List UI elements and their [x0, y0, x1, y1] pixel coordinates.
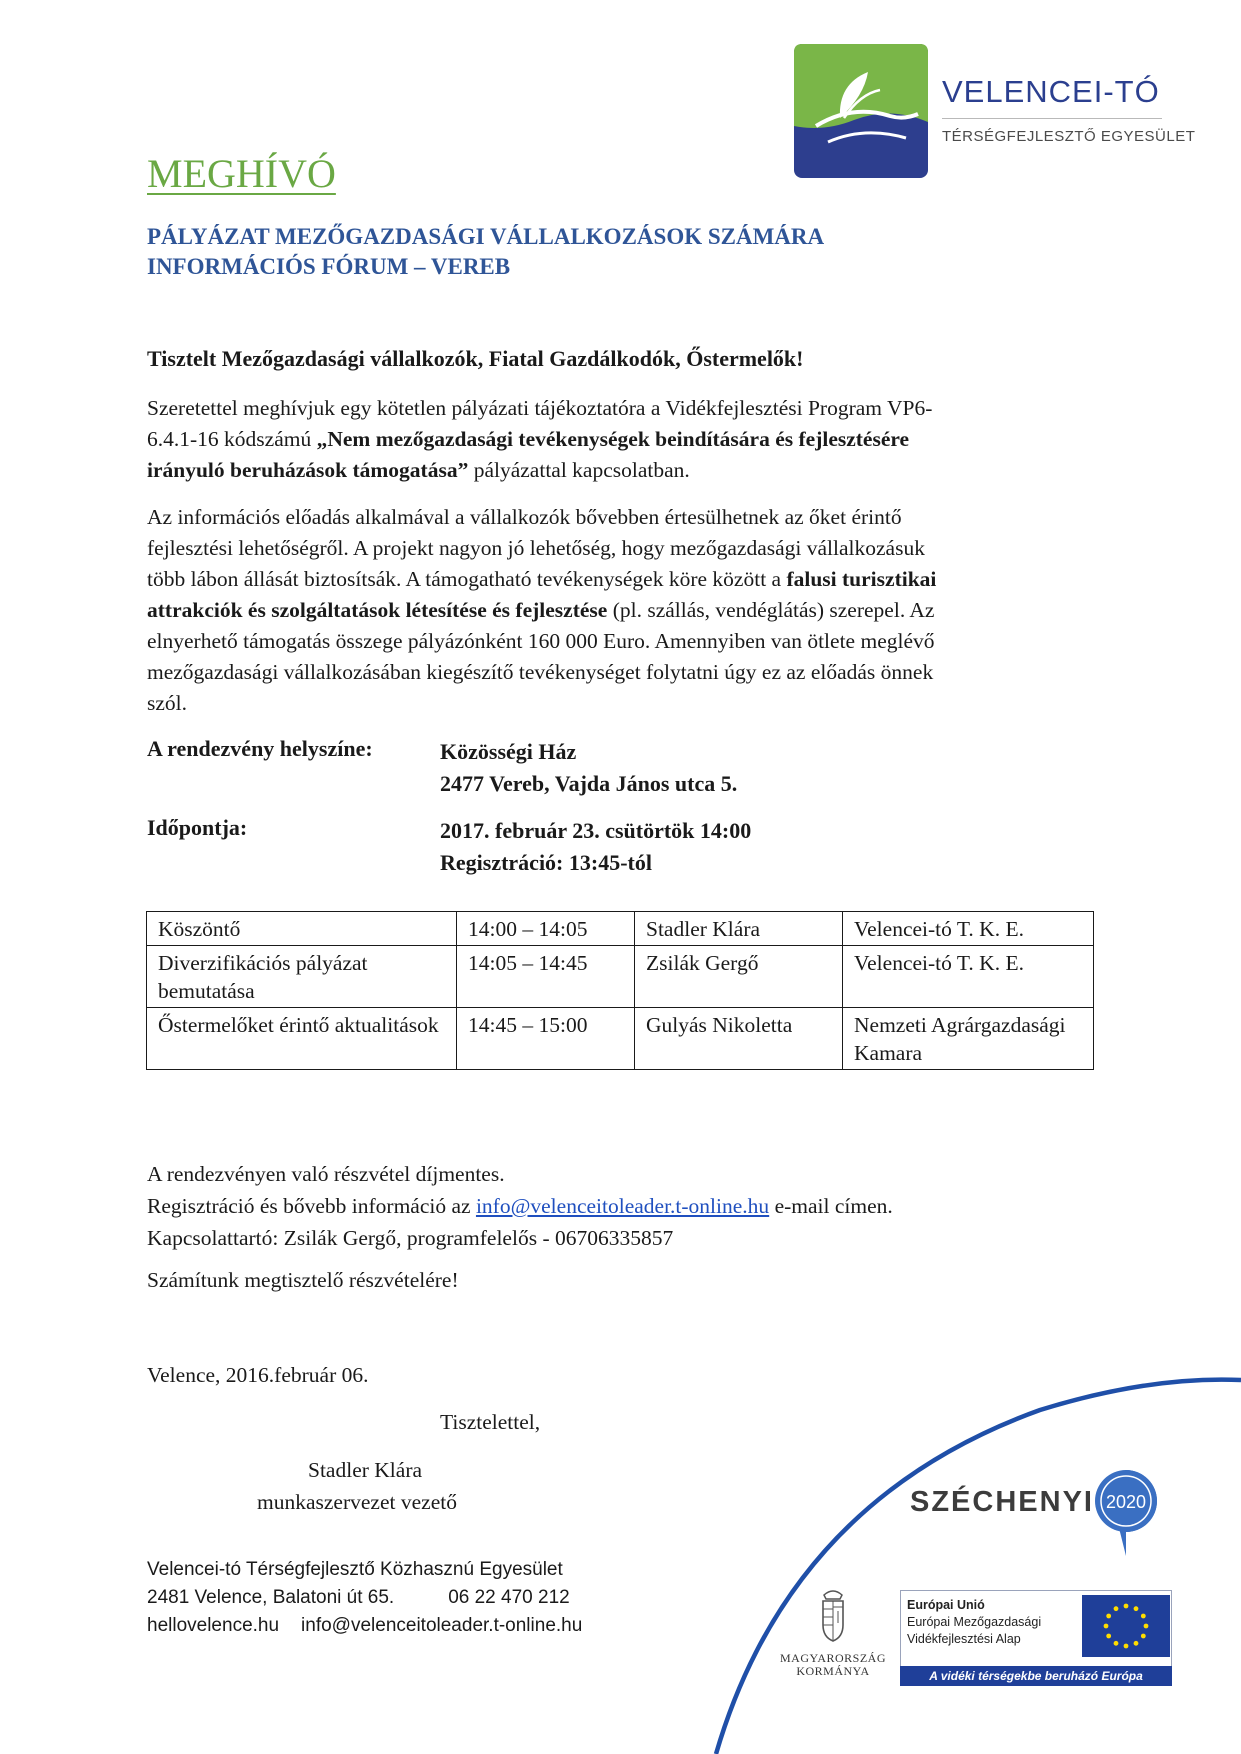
org-cell: Velencei-tó T. K. E.: [843, 946, 1094, 1008]
schedule-table: [146, 911, 1094, 1070]
footer-org-name: Velencei-tó Térségfejlesztő Közhasznú Egyesület: [147, 1559, 563, 1580]
eu-fund-text: [907, 1597, 1041, 1648]
coat-of-arms-icon: [818, 1585, 848, 1643]
time-cell: 14:05 – 14:45: [457, 946, 635, 1008]
velencei-to-logo-icon: [794, 44, 928, 178]
registration-email-link[interactable]: info@velenceitoleader.t-online.hu: [475, 1194, 770, 1218]
footer-address-row: [147, 1584, 582, 1612]
free-entry-note: A rendezvényen való részvétel díjmentes.: [147, 1162, 505, 1186]
text-span: pályázattal kapcsolatban.: [468, 458, 690, 482]
time-cell: 14:00 – 14:05: [457, 912, 635, 946]
subtitle-line-1: PÁLYÁZAT MEZŐGAZDASÁGI VÁLLALKOZÁSOK SZÁMÁRA: [147, 224, 825, 249]
place-date: Velence, 2016.február 06.: [147, 1363, 369, 1387]
text-line: elnyerhető támogatás összege pályázónként 160 000 Euro. Amennyiben van ötlete meglévő: [147, 629, 935, 653]
eu-slogan: A vidéki térségekbe beruházó Európa: [900, 1666, 1172, 1686]
footer-address: 2481 Velence, Balatoni út 65.: [147, 1587, 395, 1608]
time-cell: 14:45 – 15:00: [457, 1008, 635, 1070]
eu-title: Európai Unió: [907, 1598, 985, 1612]
time-label: Időpontja:: [147, 815, 248, 840]
event-date: 2017. február 23. csütörtök 14:00: [440, 818, 752, 843]
eu-line-2: Európai Mezőgazdasági: [907, 1615, 1042, 1629]
venue-address: 2477 Vereb, Vajda János utca 5.: [440, 771, 738, 796]
szechenyi-year: 2020: [1105, 1492, 1147, 1512]
eu-star: [1114, 1606, 1119, 1611]
gov-line-1: MAGYARORSZÁG: [779, 1651, 886, 1665]
eu-star: [1114, 1641, 1119, 1646]
text-line: [147, 424, 1067, 455]
org-cell: Nemzeti Agrárgazdasági Kamara: [843, 1008, 1094, 1070]
text-span: Regisztráció és bővebb információ az: [147, 1194, 476, 1218]
eu-star: [1124, 1604, 1129, 1609]
time-value: [440, 815, 751, 879]
eu-star: [1106, 1634, 1111, 1639]
eu-star: [1124, 1644, 1129, 1649]
regards: Tisztelettel,: [440, 1410, 541, 1434]
greeting: Tisztelt Mezőgazdasági vállalkozók, Fiatal Gazdálkodók, Őstermelők!: [147, 346, 804, 371]
text-line: fejlesztési lehetőségről. A projekt nagyon jó lehetőség, hogy mezőgazdasági vállalkozásuk: [147, 536, 925, 560]
footer-contact-row: [147, 1612, 582, 1640]
highlight-text: attrakciók és szolgáltatások létesítése és fejlesztése: [147, 598, 608, 622]
thanks-line: Számítunk megtisztelő részvételére!: [147, 1268, 459, 1292]
text-span: (pl. szállás, vendéglátás) szerepel. Az: [607, 598, 935, 622]
eu-star: [1141, 1634, 1146, 1639]
details-paragraph: [147, 502, 1067, 719]
table-row: [147, 1008, 1094, 1070]
text-line: [147, 595, 1067, 626]
topic-cell: Köszöntő: [147, 912, 457, 946]
table-row: [147, 912, 1094, 946]
text-line: [147, 564, 1067, 595]
signer-role: munkaszervezet vezető: [257, 1490, 457, 1514]
highlight-text: falusi turisztikai: [786, 567, 937, 591]
eu-star: [1134, 1641, 1139, 1646]
registration-line: [147, 1190, 893, 1222]
registration-time: Regisztráció: 13:45-tól: [440, 850, 652, 875]
logo-divider: [942, 118, 1162, 119]
logo-title: VELENCEI-TÓ: [942, 74, 1160, 109]
subtitle-line-2: INFORMÁCIÓS FÓRUM – VEREB: [147, 254, 511, 279]
venue-value: [440, 736, 737, 800]
signer-name: Stadler Klára: [308, 1458, 423, 1482]
text-line: mezőgazdasági vállalkozásában kiegészítő tevékenységet folytatni úgy ez az előadás önnek: [147, 660, 934, 684]
text-line: Az információs előadás alkalmával a vállalkozók bővebben értesülhetnek az őket érintő: [147, 505, 902, 529]
footer-phone: 06 22 470 212: [448, 1587, 570, 1608]
closing-info: [147, 1158, 893, 1254]
eu-star: [1104, 1624, 1109, 1629]
text-line: [147, 455, 1067, 486]
text-line: szól.: [147, 691, 188, 715]
eu-star: [1144, 1624, 1149, 1629]
eu-line-3: Vidékfejlesztési Alap: [907, 1632, 1021, 1646]
text-span: e-mail címen.: [769, 1194, 893, 1218]
speaker-cell: Zsilák Gergő: [635, 946, 843, 1008]
government-name: [777, 1652, 889, 1678]
topic-cell: Őstermelőket érintő aktualitások: [147, 1008, 457, 1070]
speaker-cell: Stadler Klára: [635, 912, 843, 946]
intro-paragraph: [147, 393, 1067, 486]
organization-footer: [147, 1556, 582, 1640]
venue-label: A rendezvény helyszíne:: [147, 736, 373, 761]
logo-subtitle: TÉRSÉGFEJLESZTŐ EGYESÜLET: [942, 128, 1196, 145]
eu-star: [1141, 1614, 1146, 1619]
eu-star: [1134, 1606, 1139, 1611]
topic-cell: Diverzifikációs pályázat bemutatása: [147, 946, 457, 1008]
venue-name: Közösségi Ház: [440, 739, 577, 764]
szechenyi-pin-icon: [1093, 1468, 1159, 1558]
table-row: [147, 946, 1094, 1008]
text-span: több lábon állását biztosítsák. A támogatható tevékenységek köre között a: [147, 567, 787, 591]
speaker-cell: Gulyás Nikoletta: [635, 1008, 843, 1070]
contact-line: Kapcsolattartó: Zsilák Gergő, programfelelős - 06706335857: [147, 1226, 674, 1250]
szechenyi-logo-text: SZÉCHENYI: [910, 1486, 1094, 1518]
text-span: 6.4.1-16 kódszámú: [147, 427, 317, 451]
page-subtitle: [147, 222, 824, 282]
page-title: MEGHÍVÓ: [147, 151, 336, 196]
footer-web: hellovelence.hu: [147, 1615, 280, 1636]
gov-line-2: KORMÁNYA: [796, 1664, 870, 1678]
org-cell: Velencei-tó T. K. E.: [843, 912, 1094, 946]
program-title: „Nem mezőgazdasági tevékenységek beindítására és fejlesztésére: [316, 427, 910, 451]
eu-flag-icon: [1082, 1595, 1170, 1657]
text-line: Szeretettel meghívjuk egy kötetlen pályázati tájékoztatóra a Vidékfejlesztési Program VP6-: [147, 396, 933, 420]
eu-star: [1106, 1614, 1111, 1619]
program-title: irányuló beruházások támogatása”: [147, 458, 469, 482]
footer-email: info@velenceitoleader.t-online.hu: [301, 1615, 583, 1636]
